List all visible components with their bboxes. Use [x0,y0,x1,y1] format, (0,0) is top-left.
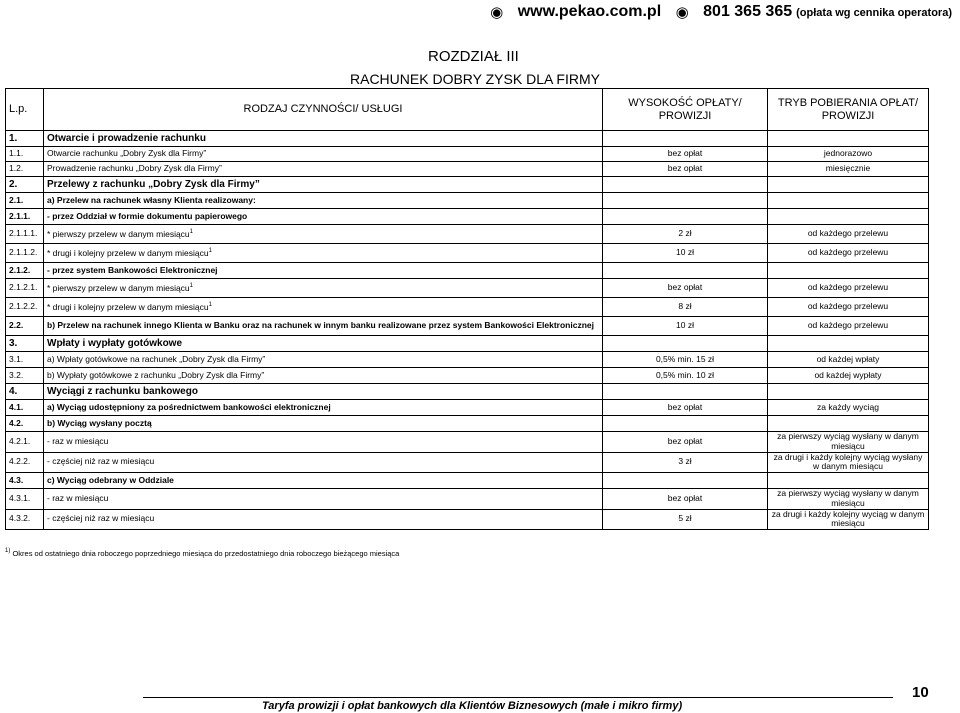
table-row [6,384,929,400]
row-mode: od każdego przelewu [768,279,929,298]
account-title: RACHUNEK DOBRY ZYSK DLA FIRMY [350,71,600,87]
table-row [6,244,929,263]
row-activity: a) Wyciąg udostępniony za pośrednictwem bankowości elektronicznej [44,400,603,416]
row-number: 2.1.1.2. [6,244,44,263]
row-amount: bez opłat [603,162,768,177]
row-activity: a) Przelew na rachunek własny Klienta realizowany: [44,193,603,209]
table-row [6,432,929,453]
row-mode: od każdego przelewu [768,317,929,336]
row-amount [603,416,768,432]
row-mode: od każdego przelewu [768,244,929,263]
row-amount: bez opłat [603,432,768,453]
row-activity: c) Wyciąg odebrany w Oddziale [44,473,603,489]
row-amount: bez opłat [603,400,768,416]
row-mode: jednorazowo [768,147,929,162]
row-activity: Otwarcie rachunku „Dobry Zysk dla Firmy” [44,147,603,162]
row-number: 4.2. [6,416,44,432]
row-number: 4.3.2. [6,509,44,530]
footnote-ref: 1 [208,247,212,254]
row-activity: - przez Oddział w formie dokumentu papierowego [44,209,603,225]
row-number: 3. [6,336,44,352]
row-mode [768,131,929,147]
row-activity: * drugi i kolejny przelew w danym miesiącu$^1$ [44,244,603,263]
row-number: 2.1.2.1. [6,279,44,298]
table-row [6,298,929,317]
row-activity: Wyciągi z rachunku bankowego [44,384,603,400]
row-number: 4. [6,384,44,400]
row-amount: 0,5% min. 10 zł [603,368,768,384]
table-row [6,416,929,432]
table-row [6,473,929,489]
row-number: 2. [6,177,44,193]
row-activity: b) Przelew na rachunek innego Klienta w Banku oraz na rachunek w innym banku realizowane przez system Bankowości Elektronicznej [44,317,603,336]
row-mode [768,336,929,352]
row-number: 4.2.1. [6,432,44,453]
footnote-ref: 1 [189,282,194,289]
row-mode [768,263,929,279]
row-number: 2.1.1. [6,209,44,225]
row-mode: za pierwszy wyciąg wysłany w danym miesiącu [768,489,929,510]
row-number: 2.1.2. [6,263,44,279]
row-amount: 10 zł [603,317,768,336]
column-header-mode: TRYB POBIERANIA OPŁAT/ PROWIZJI [768,89,929,131]
footnote-ref: 1 [208,301,212,308]
top-contact-bar [486,0,960,24]
row-activity: Przelewy z rachunku „Dobry Zysk dla Firmy” [44,177,603,193]
table-row [6,452,929,473]
phone-note: (opłata wg cennika operatora) [796,7,952,19]
row-mode: od każdej wypłaty [768,368,929,384]
row-mode [768,384,929,400]
table-header-row [6,89,929,131]
row-mode: za drugi i każdy kolejny wyciąg w danym miesiącu [768,509,929,530]
row-number: 4.2.2. [6,452,44,473]
row-number: 1.1. [6,147,44,162]
table-row [6,177,929,193]
bison-logo-icon: ◉ [490,4,504,21]
table-row [6,489,929,510]
table-row [6,263,929,279]
table-row [6,193,929,209]
row-mode [768,209,929,225]
row-amount: bez opłat [603,147,768,162]
row-mode: miesięcznie [768,162,929,177]
table-row [6,147,929,162]
column-header-amount: WYSOKOŚĆ OPŁATY/ PROWIZJI [603,89,768,131]
row-mode [768,473,929,489]
table-row [6,509,929,530]
row-mode: za drugi i każdy kolejny wyciąg wysłany w danym miesiącu [768,452,929,473]
row-activity: a) Wpłaty gotówkowe na rachunek „Dobry Zysk dla Firmy” [44,352,603,368]
row-amount: 5 zł [603,509,768,530]
row-number: 4.3. [6,473,44,489]
row-activity: - raz w miesiącu [44,489,603,510]
table-row [6,131,929,147]
row-amount [603,131,768,147]
row-mode: od każdej wpłaty [768,352,929,368]
row-mode [768,193,929,209]
table-row [6,400,929,416]
bison-logo-icon: ◉ [675,4,689,21]
row-number: 3.2. [6,368,44,384]
table-row [6,368,929,384]
footnote-ref: 1 [189,228,194,235]
row-activity: Otwarcie i prowadzenie rachunku [44,131,603,147]
row-activity: - przez system Bankowości Elektronicznej [44,263,603,279]
phone-number: 801 365 365 (opłata wg cennika operatora) [703,3,952,20]
table-row [6,162,929,177]
table-row [6,336,929,352]
footer-rule [143,697,893,698]
row-mode: za każdy wyciąg [768,400,929,416]
row-mode: od każdego przelewu [768,298,929,317]
row-activity: b) Wyciąg wysłany pocztą [44,416,603,432]
page-number: 10 [912,684,929,701]
row-mode: od każdego przelewu [768,225,929,244]
row-amount: bez opłat [603,489,768,510]
row-number: 4.1. [6,400,44,416]
row-amount [603,193,768,209]
row-activity: b) Wypłaty gotówkowe z rachunku „Dobry Zysk dla Firmy” [44,368,603,384]
fee-table [5,88,929,530]
row-amount: 2 zł [603,225,768,244]
footnote: $^{1)}$ Okres od ostatniego dnia roboczego poprzedniego miesiąca do przedostatniego dnia roboczego bieżącego miesiąca [5,548,400,558]
row-amount: bez opłat [603,279,768,298]
row-amount [603,263,768,279]
row-amount [603,473,768,489]
row-number: 1.2. [6,162,44,177]
table-row [6,279,929,298]
row-mode: za pierwszy wyciąg wysłany w danym miesiącu [768,432,929,453]
row-activity: - raz w miesiącu [44,432,603,453]
table-row [6,209,929,225]
row-activity: - częściej niż raz w miesiącu [44,509,603,530]
row-amount: 0,5% min. 15 zł [603,352,768,368]
table-row [6,317,929,336]
row-amount [603,177,768,193]
row-activity: - częściej niż raz w miesiącu [44,452,603,473]
table-row [6,225,929,244]
row-activity: * pierwszy przelew w danym miesiącu$^1$ [44,225,603,244]
row-amount [603,336,768,352]
row-amount: 10 zł [603,244,768,263]
row-number: 2.1.1.1. [6,225,44,244]
row-activity: Wpłaty i wypłaty gotówkowe [44,336,603,352]
row-amount [603,384,768,400]
row-number: 2.1. [6,193,44,209]
row-number: 3.1. [6,352,44,368]
row-activity: * pierwszy przelew w danym miesiącu$^1$ [44,279,603,298]
chapter-title: ROZDZIAŁ III [428,48,519,65]
row-activity: * drugi i kolejny przelew w danym miesiącu$^1$ [44,298,603,317]
column-header-lp: L.p. [6,89,44,131]
row-mode [768,177,929,193]
row-amount: 3 zł [603,452,768,473]
column-header-activity: RODZAJ CZYNNOŚCI/ USŁUGI [44,89,603,131]
row-number: 2.2. [6,317,44,336]
website-url[interactable]: www.pekao.com.pl [517,3,662,20]
footer-title: Taryfa prowizji i opłat bankowych dla Klientów Biznesowych (małe i mikro firmy) [262,700,683,712]
row-activity: Prowadzenie rachunku „Dobry Zysk dla Firmy” [44,162,603,177]
row-mode [768,416,929,432]
row-amount: 8 zł [603,298,768,317]
row-number: 2.1.2.2. [6,298,44,317]
row-amount [603,209,768,225]
table-row [6,352,929,368]
row-number: 4.3.1. [6,489,44,510]
row-number: 1. [6,131,44,147]
